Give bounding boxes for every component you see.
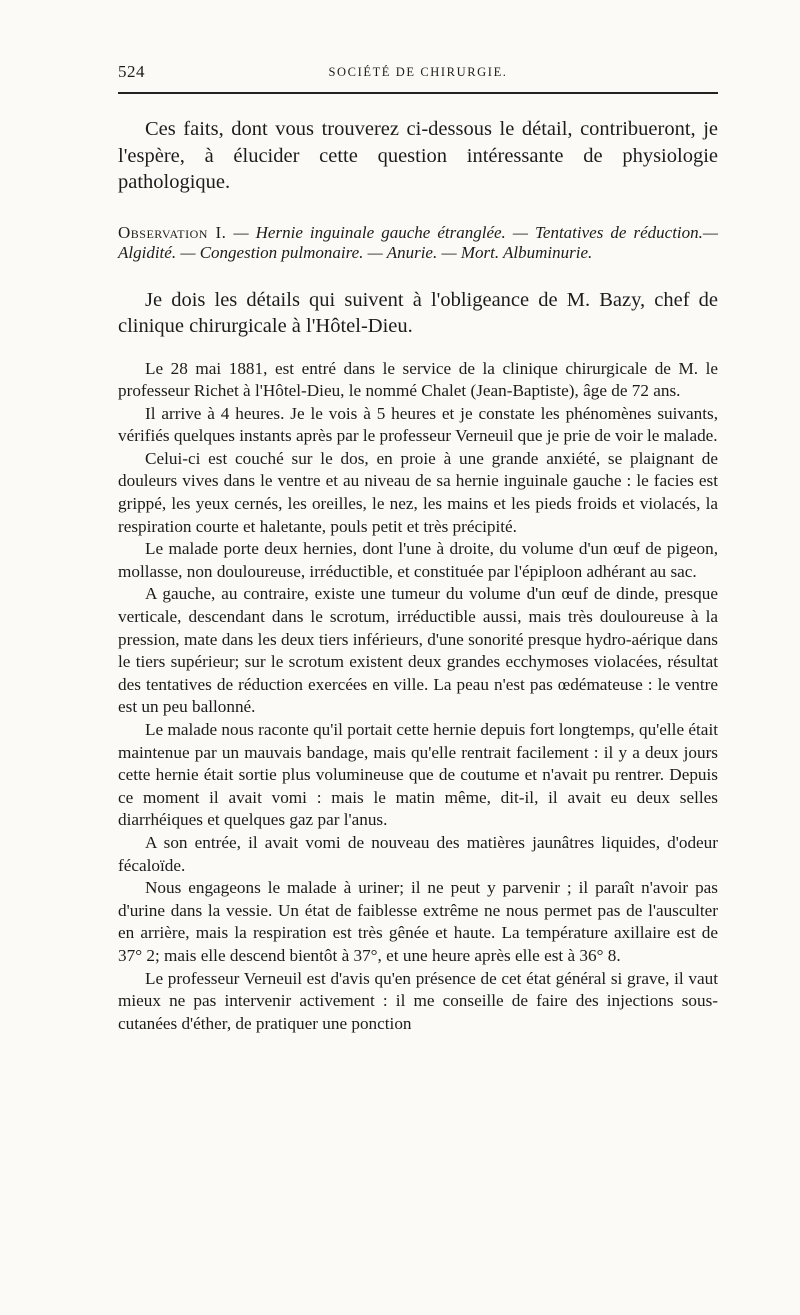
body-paragraph: Celui-ci est couché sur le dos, en proie à une grande anxiété, se plaignant de douleurs vives dans le ventre et au niveau de sa hernie inguinale gauche : le facies est grippé, les yeux cernés, les oreilles, le nez, les mains et les pieds froids et violacés, la respiration courte et haletante, pouls petit et très précipité. [118,448,718,536]
page-header [118,62,718,88]
body-paragraph: A gauche, au contraire, existe une tumeur du volume d'un œuf de dinde, presque verticale, descendant dans le scrotum, irréductible aussi, mais très douloureuse à la pression, mate dans les deux tiers inférieurs, d'une sonorité presque hydro-aérique dans le tiers supérieur; sur le scrotum existent deux grandes ecchymoses violacées, résultat des tentatives de réduction exercées en ville. La peau n'est pas œdémateuse : le ventre est un peu ballonné. [118,584,718,717]
header-rule [118,92,718,94]
observation-heading-block [118,223,718,264]
intro-paragraph: Je dois les détails qui suivent à l'obligeance de M. Bazy, chef de clinique chirurgicale à l'Hôtel-Dieu. [118,288,718,337]
page-number: 524 [118,62,145,81]
observation-label: Observation I. [118,222,227,242]
book-page [118,62,718,1035]
observation-titles: — Hernie inguinale gauche étranglée. — Tentatives de réduction.— Algidité. — Congestion pulmonaire. — Anurie. — Mort. Albuminurie. [118,222,719,262]
body-paragraph: Le malade porte deux hernies, dont l'une à droite, du volume d'un œuf de pigeon, mollasse, non douloureuse, irréductible, et constituée par l'épiploon adhérant au sac. [118,539,718,581]
body-paragraph: Le 28 mai 1881, est entré dans le service de la clinique chirurgicale de M. le professeur Richet à l'Hôtel-Dieu, le nommé Chalet (Jean-Baptiste), âge de 72 ans. [118,358,718,401]
body-paragraph: A son entrée, il avait vomi de nouveau des matières jaunâtres liquides, d'odeur fécaloïde. [118,832,718,875]
body-paragraph: Le professeur Verneuil est d'avis qu'en présence de cet état général si grave, il vaut mieux ne pas intervenir activement : il me conseille de faire des injections sous-cutanées d'éther, de pratiquer une ponction [118,968,718,1033]
case-report-body [118,358,718,1036]
running-head: SOCIÉTÉ DE CHIRURGIE. [328,65,508,79]
lead-paragraph: Ces faits, dont vous trouverez ci-dessous le détail, contribueront, je l'espère, à élucider cette question intéressante de physiologie pathologique. [118,118,718,193]
body-paragraph: Nous engageons le malade à uriner; il ne peut y parvenir ; il paraît n'avoir pas d'urine dans la vessie. Un état de faiblesse extrême ne nous permet pas de l'ausculter en arrière, mais la respiration est très gênée et haute. La température axillaire est de 37° 2; mais elle descend bientôt à 37°, et une heure après elle est à 36° 8. [118,878,718,965]
body-paragraph: Il arrive à 4 heures. Je le vois à 5 heures et je constate les phénomènes suivants, vérifiés quelques instants après par le professeur Verneuil que je prie de voir le malade. [118,403,718,446]
body-paragraph: Le malade nous raconte qu'il portait cette hernie depuis fort longtemps, qu'elle était maintenue par un mauvais bandage, mais qu'elle rentrait facilement : il y a deux jours cette hernie était sortie plus volumineuse que de coutume et n'avait pu rentrer. Depuis ce moment il avait vomi : mais le matin même, dit-il, il avait eu deux selles diarrhéiques et quelques gaz par l'anus. [118,720,718,830]
